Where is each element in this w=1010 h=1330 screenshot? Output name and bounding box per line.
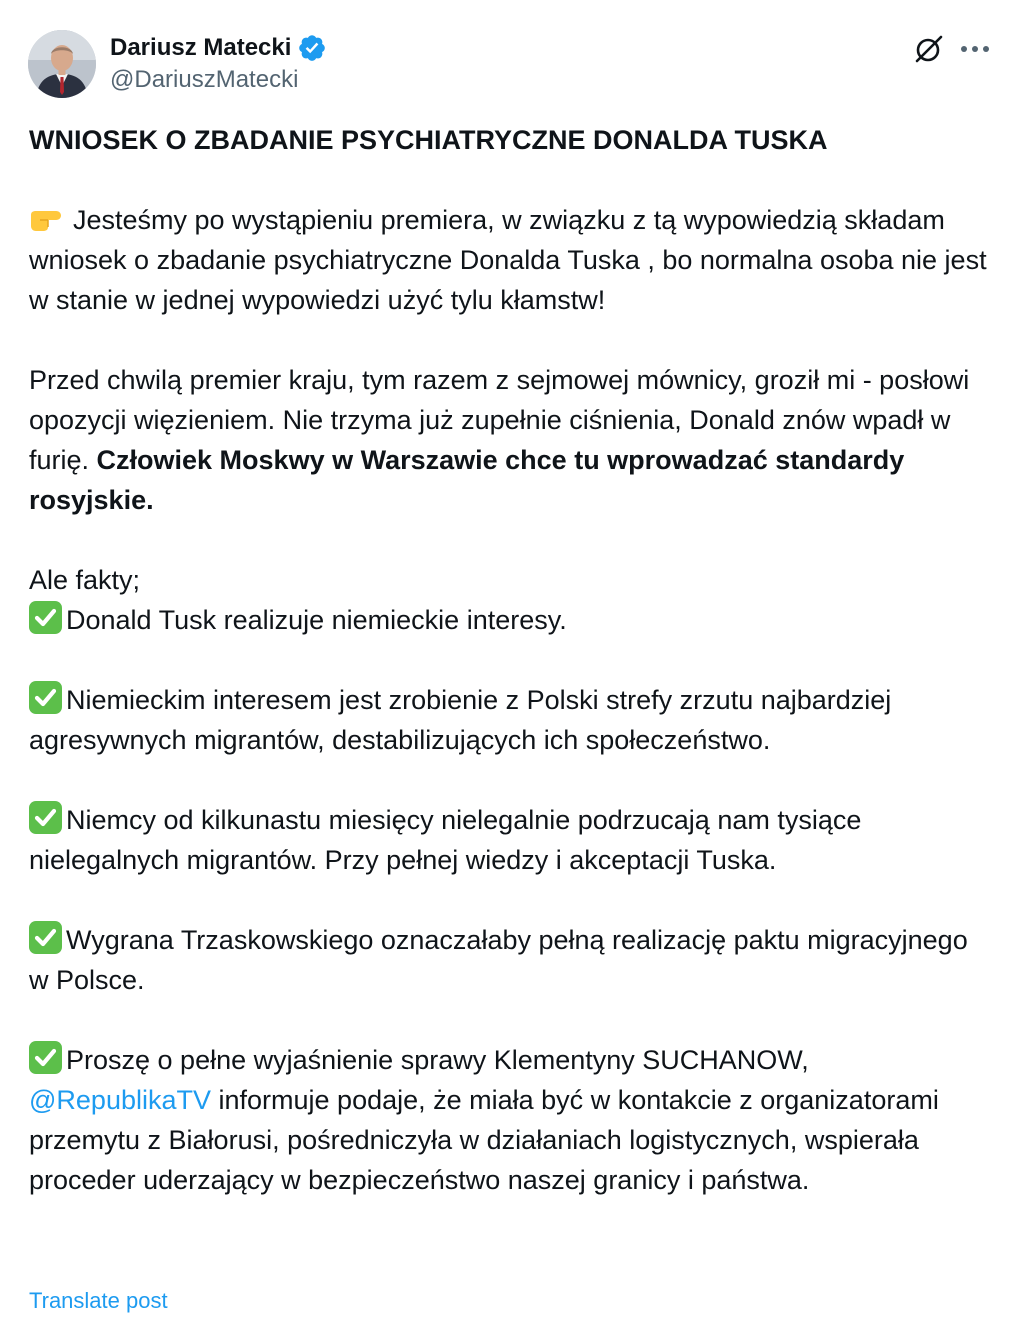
fact-item-2 bbox=[29, 680, 994, 760]
fact-item-5-text-end: informuje podaje, że miała być w kontakcie z organizatorami przemytu z Białorusi, pośredniczyła w działaniach logistycznych, wspierała proceder uderzający w bezpieczeństwo naszej granicy i państwa. bbox=[29, 1085, 939, 1195]
grok-icon bbox=[913, 33, 945, 65]
more-options-button[interactable] bbox=[956, 30, 994, 68]
fact-item-1 bbox=[29, 600, 994, 640]
fact-item-5-text-start: Proszę o pełne wyjaśnienie sprawy Klementyny SUCHANOW, bbox=[66, 1045, 809, 1075]
avatar[interactable] bbox=[28, 30, 96, 98]
author-display-name[interactable]: Dariusz Matecki bbox=[110, 34, 292, 61]
post-paragraph-intro bbox=[29, 200, 994, 320]
verified-badge-icon[interactable] bbox=[297, 33, 327, 63]
fact-item-5 bbox=[29, 1040, 994, 1200]
fact-item-2-text: Niemieckim interesem jest zrobienie z Polski strefy zrzutu najbardziej agresywnych migrantów, destabilizujących ich społeczeństwo. bbox=[29, 685, 892, 755]
fact-item-4 bbox=[29, 920, 994, 1000]
mention-link-republikatv[interactable]: @RepublikaTV bbox=[29, 1085, 211, 1115]
post-text bbox=[29, 120, 994, 1200]
check-mark-emoji-icon bbox=[29, 681, 62, 714]
post-paragraph-threat-text: Przed chwilą premier kraju, tym razem z sejmowej mównicy, groził mi - posłowi opozycji więzieniem. Nie trzyma już zupełnie ciśnienia, Donald znów wpadł w furię. bbox=[29, 365, 970, 475]
avatar-photo bbox=[28, 30, 96, 98]
post-paragraph-threat-bold: Człowiek Moskwy w Warszawie chce tu wprowadzać standardy rosyjskie. bbox=[29, 445, 905, 515]
check-mark-emoji-icon bbox=[29, 801, 62, 834]
author-name-row bbox=[110, 32, 327, 64]
fact-item-3-text: Niemcy od kilkunastu miesięcy nielegalnie podrzucają nam tysiące nielegalnych migrantów. Przy pełnej wiedzy i akceptacji Tuska. bbox=[29, 805, 862, 875]
grok-button[interactable] bbox=[910, 30, 948, 68]
post-paragraph-threat bbox=[29, 360, 994, 520]
more-options-icon bbox=[960, 45, 990, 53]
pointing-right-emoji-icon bbox=[29, 205, 63, 233]
facts-intro: Ale fakty; bbox=[29, 565, 141, 595]
check-mark-emoji-icon bbox=[29, 601, 62, 634]
fact-item-4-text: Wygrana Trzaskowskiego oznaczałaby pełną realizację paktu migracyjnego w Polsce. bbox=[29, 925, 968, 995]
translate-post-link[interactable]: Translate post bbox=[29, 1288, 168, 1313]
author-handle[interactable]: @DariuszMatecki bbox=[110, 66, 299, 93]
check-mark-emoji-icon bbox=[29, 921, 62, 954]
post-paragraph-intro-text: Jesteśmy po wystąpieniu premiera, w związku z tą wypowiedzią składam wniosek o zbadanie psychiatryczne Donalda Tuska , bo normalna osoba nie jest w stanie w jednej wypowiedzi użyć tylu kłamstw! bbox=[29, 205, 987, 315]
check-mark-emoji-icon bbox=[29, 1041, 62, 1074]
fact-item-3 bbox=[29, 800, 994, 880]
post-title: WNIOSEK O ZBADANIE PSYCHIATRYCZNE DONALDA TUSKA bbox=[29, 125, 828, 155]
fact-item-1-text: Donald Tusk realizuje niemieckie interesy. bbox=[66, 605, 567, 635]
